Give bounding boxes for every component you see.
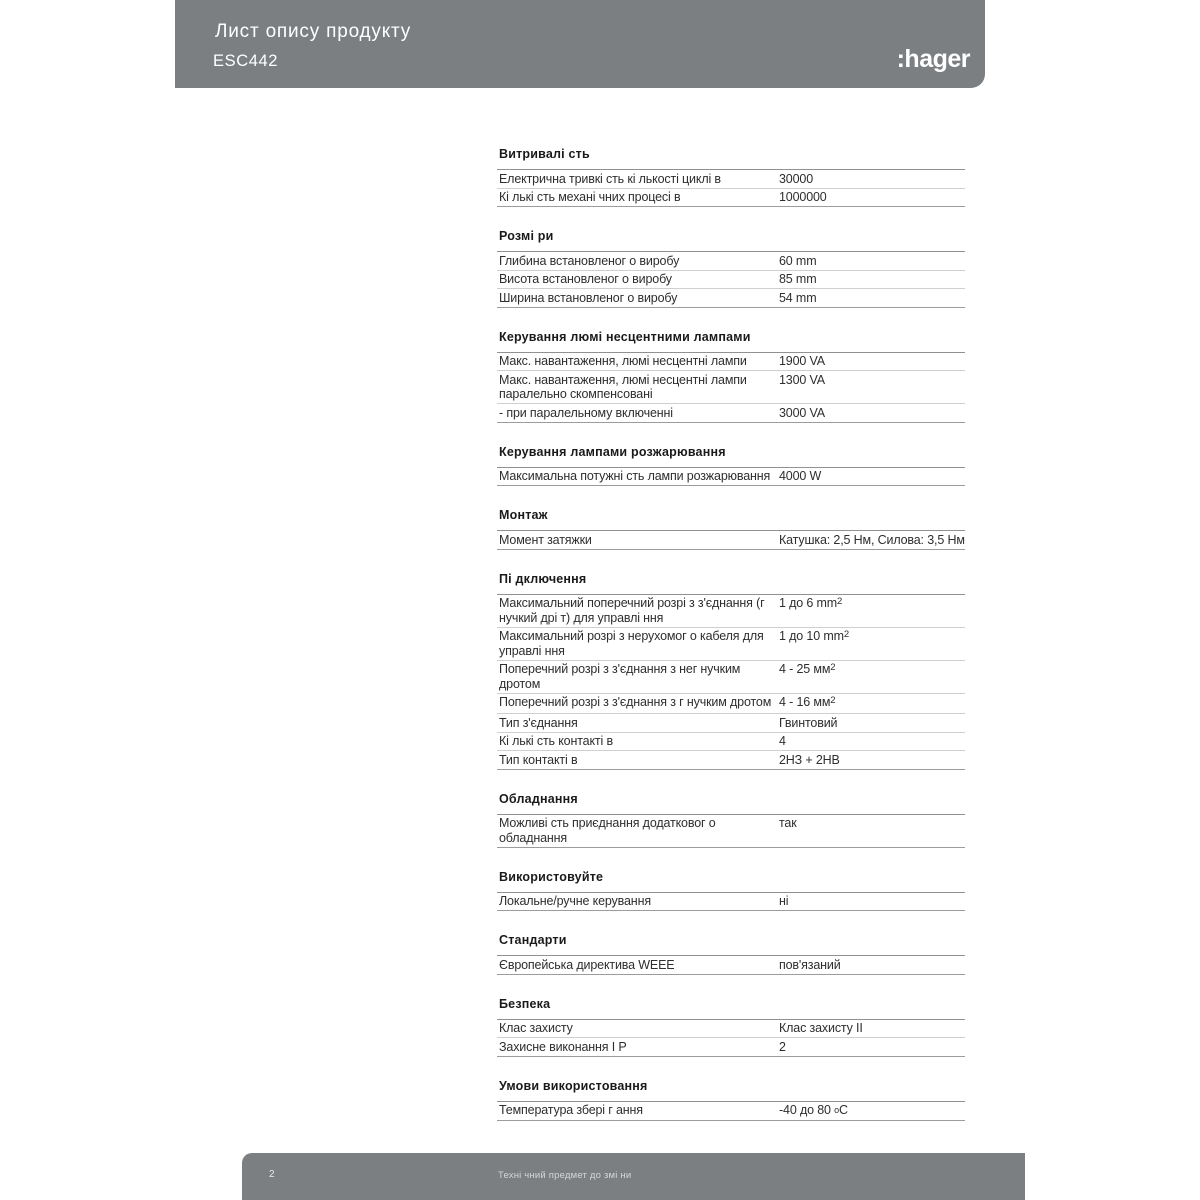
spec-rows — [497, 1101, 965, 1122]
spec-label: Тип контакті в — [499, 752, 578, 767]
spec-label: Максимальна потужні сть лампи розжарювання — [499, 469, 771, 483]
spec-row — [497, 595, 965, 628]
section-title: Обладнання — [499, 791, 578, 806]
spec-rows — [497, 169, 965, 207]
spec-value: 1 до 6 $mm^2$ — [779, 596, 843, 610]
spec-value: 4000 W — [779, 469, 822, 483]
footer-note: Техні чний предмет до змі ни — [498, 1170, 632, 1181]
spec-label: Ширина встановленог о виробу — [499, 290, 678, 305]
page-number: 2 — [269, 1169, 275, 1180]
spec-label: Макс. навантаження, люмі несцентні лампи — [499, 354, 747, 368]
spec-label: Макс. навантаження, люмі несцентні лампи паралельно скомпенсовані — [499, 372, 747, 401]
spec-value: 1000000 — [779, 190, 827, 204]
spec-section — [497, 147, 965, 207]
spec-section — [497, 792, 965, 848]
spec-section — [497, 330, 965, 423]
spec-section — [497, 1079, 965, 1122]
spec-row — [497, 751, 965, 770]
spec-label: Температура збері г ання — [499, 1103, 643, 1117]
section-title: Керування лампами розжарювання — [499, 444, 726, 459]
spec-value: 54 mm — [779, 290, 817, 305]
spec-label: Момент затяжки — [499, 532, 592, 547]
spec-section — [497, 508, 965, 550]
spec-value: 1900 VA — [779, 354, 825, 368]
spec-label: Кі лькі сть механі чних процесі в — [499, 190, 681, 204]
page-title: Лист опису продукту — [215, 21, 412, 42]
spec-value: 4 - 16 $мм^2$ — [779, 695, 836, 709]
spec-value: 4 - 25 $мм^2$ — [779, 662, 836, 676]
spec-label: Кі лькі сть контакті в — [499, 734, 613, 748]
spec-value: 2 — [779, 1039, 786, 1054]
header-band — [175, 0, 985, 88]
section-title: Розмі ри — [499, 229, 554, 243]
section-title: Безпека — [499, 996, 551, 1011]
spec-rows — [497, 251, 965, 308]
spec-label: Тип з'єднання — [499, 715, 578, 730]
spec-rows — [497, 1019, 965, 1057]
hager-logo: :hager — [896, 45, 970, 73]
spec-row — [497, 289, 965, 308]
spec-row — [497, 404, 965, 423]
section-title: Стандарти — [499, 933, 567, 947]
spec-label: Висота встановленог о виробу — [499, 272, 672, 286]
spec-value: 4 — [779, 734, 786, 748]
spec-row — [497, 371, 965, 404]
spec-value: 85 mm — [779, 272, 817, 286]
spec-section — [497, 870, 965, 912]
spec-section — [497, 445, 965, 487]
spec-value: Катушка: 2,5 Нм, Силова: 3,5 Нм — [779, 532, 965, 547]
spec-row — [497, 815, 965, 848]
spec-value: 1300 VA — [779, 372, 825, 387]
spec-row — [497, 1020, 965, 1039]
spec-label: - при паралельному включенні — [499, 405, 673, 420]
spec-label: Глибина встановленог о виробу — [499, 253, 680, 268]
spec-row — [497, 694, 965, 715]
spec-value: 3000 VA — [779, 405, 825, 420]
spec-value: пов'язаний — [779, 957, 841, 972]
spec-row — [497, 733, 965, 752]
spec-rows — [497, 467, 965, 487]
section-title: Використовуйте — [499, 869, 604, 884]
spec-value: ні — [779, 894, 789, 908]
spec-row — [497, 271, 965, 290]
section-title: Умови використовання — [499, 1078, 648, 1093]
spec-row — [497, 531, 965, 550]
spec-label: Електрична тривкі сть кі лькості циклі в — [499, 171, 721, 186]
spec-section — [497, 933, 965, 975]
spec-label: Поперечний розрі з з'єднання з нег нучким дротом — [499, 662, 741, 691]
spec-rows — [497, 530, 965, 550]
spec-value: Гвинтовий — [779, 715, 838, 730]
spec-row — [497, 628, 965, 661]
spec-section — [497, 572, 965, 770]
spec-label: Захисне виконання І Р — [499, 1039, 627, 1054]
spec-value: -40 до 80 oC — [779, 1103, 848, 1117]
section-title: Витривалі сть — [499, 147, 590, 161]
spec-rows — [497, 352, 965, 423]
spec-label: Максимальний поперечний розрі з з'єднання (г нучкий дрі т) для управлі ння — [499, 596, 765, 625]
spec-section — [497, 997, 965, 1057]
spec-row — [497, 189, 965, 208]
footer-band — [242, 1153, 1025, 1200]
spec-row — [497, 252, 965, 271]
spec-table — [497, 147, 965, 1143]
spec-label: Європейська директива WEEE — [499, 957, 675, 972]
spec-row — [497, 956, 965, 975]
spec-label: Локальне/ручне керування — [499, 894, 651, 908]
spec-value: 1 до 10 $mm^2$ — [779, 629, 849, 643]
spec-row — [497, 1102, 965, 1122]
spec-value: 60 mm — [779, 253, 817, 268]
spec-row — [497, 714, 965, 733]
spec-section — [497, 229, 965, 308]
spec-label: Клас захисту — [499, 1021, 573, 1035]
spec-rows — [497, 814, 965, 848]
spec-rows — [497, 892, 965, 912]
spec-row — [497, 661, 965, 694]
spec-row — [497, 468, 965, 487]
spec-label: Максимальний розрі з нерухомог о кабеля для управлі ння — [499, 629, 764, 658]
product-code: ESC442 — [213, 52, 279, 70]
spec-row — [497, 353, 965, 372]
spec-value: 2НЗ + 2НВ — [779, 752, 840, 767]
spec-label: Поперечний розрі з з'єднання з г нучким дротом — [499, 695, 772, 709]
spec-rows — [497, 594, 965, 770]
spec-row — [497, 170, 965, 189]
section-title: Пі дключення — [499, 571, 587, 586]
spec-value: Клас захисту II — [779, 1021, 863, 1035]
spec-rows — [497, 955, 965, 975]
spec-row — [497, 893, 965, 912]
section-title: Монтаж — [499, 508, 548, 522]
spec-row — [497, 1038, 965, 1057]
spec-value: 30000 — [779, 171, 814, 186]
section-title: Керування люмі несцентними лампами — [499, 329, 751, 344]
spec-value: так — [779, 816, 797, 830]
spec-label: Можливі сть приєднання додатковог о обладнання — [499, 816, 716, 845]
